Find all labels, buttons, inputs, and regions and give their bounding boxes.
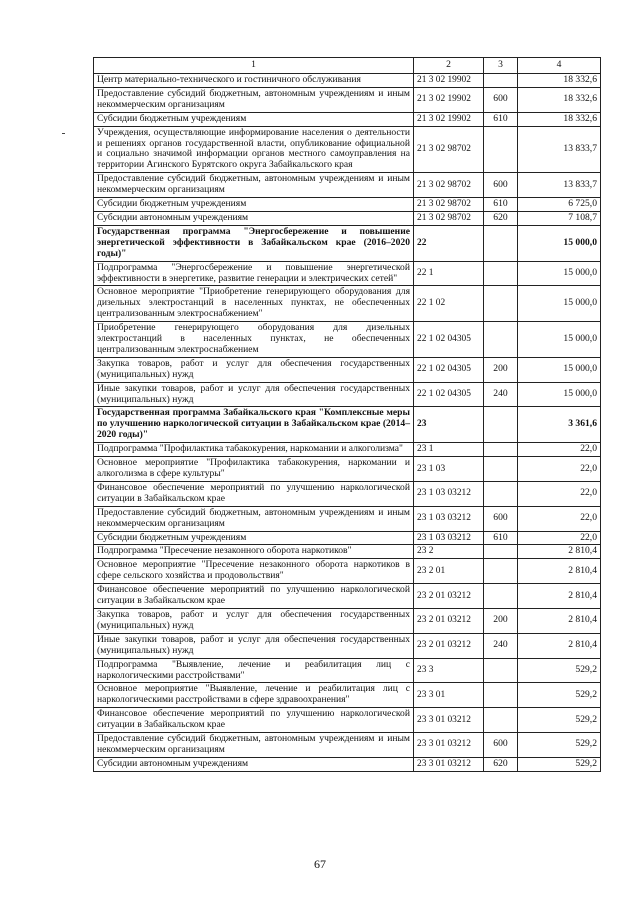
row-code-cell: 23 2 01 03212 <box>414 584 484 609</box>
row-sum-cell: 22,0 <box>518 481 601 506</box>
table-row <box>94 225 601 261</box>
row-name-cell: Государственная программа "Энергосбережение и повышение энергетической эффективности в Забайкальском крае (2016–2020 годы)" <box>94 225 414 261</box>
row-code-cell: 23 3 01 03212 <box>414 708 484 733</box>
row-name-cell: Приобретение генерирующего оборудования для дизельных электростанций в населенных пунктах, не обеспеченных централизованным электроснабжением <box>94 322 414 358</box>
row-code-cell: 23 1 03 03212 <box>414 506 484 531</box>
row-code-cell: 23 3 <box>414 658 484 683</box>
row-code-cell: 22 1 02 <box>414 286 484 322</box>
row-expense-type-cell: 200 <box>484 608 518 633</box>
row-expense-type-cell <box>484 74 518 88</box>
row-sum-cell: 22,0 <box>518 531 601 545</box>
table-row <box>94 559 601 584</box>
table-row <box>94 87 601 112</box>
row-sum-cell: 22,0 <box>518 443 601 457</box>
row-code-cell: 22 <box>414 225 484 261</box>
row-sum-cell: 15 000,0 <box>518 357 601 382</box>
table-row <box>94 261 601 286</box>
row-sum-cell: 2 810,4 <box>518 559 601 584</box>
row-expense-type-cell: 600 <box>484 506 518 531</box>
row-expense-type-cell <box>484 261 518 286</box>
row-sum-cell: 2 810,4 <box>518 584 601 609</box>
row-sum-cell: 529,2 <box>518 733 601 758</box>
row-name-cell: Субсидии бюджетным учреждениям <box>94 112 414 126</box>
row-expense-type-cell <box>484 126 518 173</box>
row-expense-type-cell <box>484 559 518 584</box>
table-row <box>94 506 601 531</box>
row-name-cell: Закупка товаров, работ и услуг для обеспечения государственных (муниципальных) нужд <box>94 608 414 633</box>
row-code-cell: 22 1 02 04305 <box>414 322 484 358</box>
row-expense-type-cell: 600 <box>484 733 518 758</box>
row-sum-cell: 3 361,6 <box>518 407 601 443</box>
row-name-cell: Основное мероприятие "Пресечение незаконного оборота наркотиков в сфере сельского хозяйства и продовольствия" <box>94 559 414 584</box>
table-row <box>94 74 601 88</box>
row-name-cell: Финансовое обеспечение мероприятий по улучшению наркологической ситуации в Забайкальском крае <box>94 481 414 506</box>
row-code-cell: 21 3 02 19902 <box>414 74 484 88</box>
row-name-cell: Закупка товаров, работ и услуг для обеспечения государственных (муниципальных) нужд <box>94 357 414 382</box>
row-code-cell: 23 2 01 <box>414 559 484 584</box>
row-sum-cell: 13 833,7 <box>518 126 601 173</box>
row-expense-type-cell <box>484 708 518 733</box>
row-expense-type-cell <box>484 545 518 559</box>
row-name-cell: Иные закупки товаров, работ и услуг для обеспечения государственных (муниципальных) нужд <box>94 633 414 658</box>
row-expense-type-cell: 610 <box>484 112 518 126</box>
row-sum-cell: 18 332,6 <box>518 74 601 88</box>
row-name-cell: Субсидии бюджетным учреждениям <box>94 198 414 212</box>
row-code-cell: 23 3 01 <box>414 683 484 708</box>
row-code-cell: 23 3 01 03212 <box>414 733 484 758</box>
column-header: 3 <box>484 58 518 74</box>
row-expense-type-cell: 600 <box>484 87 518 112</box>
row-name-cell: Подпрограмма "Энергосбережение и повышение энергетической эффективности в энергетике, развитие генерации и электрических сетей" <box>94 261 414 286</box>
row-expense-type-cell <box>484 457 518 482</box>
column-header: 2 <box>414 58 484 74</box>
row-expense-type-cell <box>484 683 518 708</box>
row-sum-cell: 22,0 <box>518 457 601 482</box>
table-row <box>94 658 601 683</box>
row-sum-cell: 529,2 <box>518 708 601 733</box>
document-page <box>93 57 600 772</box>
table-row <box>94 683 601 708</box>
column-header: 4 <box>518 58 601 74</box>
margin-mark <box>62 133 65 134</box>
table-header-row <box>94 58 601 74</box>
column-header: 1 <box>94 58 414 74</box>
table-row <box>94 198 601 212</box>
row-code-cell: 22 1 02 04305 <box>414 382 484 407</box>
row-code-cell: 21 3 02 98702 <box>414 211 484 225</box>
row-name-cell: Субсидии бюджетным учреждениям <box>94 531 414 545</box>
row-sum-cell: 15 000,0 <box>518 225 601 261</box>
row-name-cell: Предоставление субсидий бюджетным, автономным учреждениям и иным некоммерческим организациям <box>94 733 414 758</box>
row-sum-cell: 13 833,7 <box>518 173 601 198</box>
row-expense-type-cell <box>484 443 518 457</box>
table-row <box>94 357 601 382</box>
row-sum-cell: 15 000,0 <box>518 382 601 407</box>
table-row <box>94 443 601 457</box>
row-name-cell: Предоставление субсидий бюджетным, автономным учреждениям и иным некоммерческим организациям <box>94 506 414 531</box>
row-sum-cell: 529,2 <box>518 683 601 708</box>
row-code-cell: 23 1 03 03212 <box>414 531 484 545</box>
row-name-cell: Государственная программа Забайкальского края "Комплексные меры по улучшению наркологической ситуации в Забайкальском крае (2014–2020 годы)" <box>94 407 414 443</box>
row-expense-type-cell: 600 <box>484 173 518 198</box>
row-name-cell: Подпрограмма "Пресечение незаконного оборота наркотиков" <box>94 545 414 559</box>
row-sum-cell: 15 000,0 <box>518 322 601 358</box>
row-code-cell: 23 2 01 03212 <box>414 608 484 633</box>
row-name-cell: Подпрограмма "Профилактика табакокурения, наркомании и алкоголизма" <box>94 443 414 457</box>
table-row <box>94 126 601 173</box>
row-name-cell: Предоставление субсидий бюджетным, автономным учреждениям и иным некоммерческим организациям <box>94 87 414 112</box>
row-sum-cell: 18 332,6 <box>518 87 601 112</box>
row-sum-cell: 18 332,6 <box>518 112 601 126</box>
table-row <box>94 633 601 658</box>
row-name-cell: Основное мероприятие "Профилактика табакокурения, наркомании и алкоголизма в сфере культуры" <box>94 457 414 482</box>
row-code-cell: 21 3 02 98702 <box>414 173 484 198</box>
table-row <box>94 584 601 609</box>
table-row <box>94 173 601 198</box>
row-name-cell: Центр материально-технического и гостиничного обслуживания <box>94 74 414 88</box>
page-number: 67 <box>314 857 326 871</box>
row-sum-cell: 15 000,0 <box>518 261 601 286</box>
row-expense-type-cell: 610 <box>484 531 518 545</box>
table-row <box>94 481 601 506</box>
row-code-cell: 21 3 02 19902 <box>414 112 484 126</box>
row-expense-type-cell: 240 <box>484 633 518 658</box>
row-expense-type-cell: 200 <box>484 357 518 382</box>
row-expense-type-cell: 620 <box>484 211 518 225</box>
row-code-cell: 23 2 <box>414 545 484 559</box>
row-sum-cell: 529,2 <box>518 658 601 683</box>
row-code-cell: 21 3 02 98702 <box>414 198 484 212</box>
row-code-cell: 22 1 <box>414 261 484 286</box>
table-row <box>94 286 601 322</box>
table-row <box>94 545 601 559</box>
row-name-cell: Учреждения, осуществляющие информирование населения о деятельности и решениях органов государственной власти, опубликование официальной и социально значимой информации органов местного самоуправления на территории Агинского Бурятского округа Забайкальского края <box>94 126 414 173</box>
row-sum-cell: 2 810,4 <box>518 633 601 658</box>
row-sum-cell: 2 810,4 <box>518 608 601 633</box>
row-name-cell: Иные закупки товаров, работ и услуг для обеспечения государственных (муниципальных) нужд <box>94 382 414 407</box>
row-code-cell: 21 3 02 98702 <box>414 126 484 173</box>
row-name-cell: Субсидии автономным учреждениям <box>94 757 414 771</box>
row-name-cell: Подпрограмма "Выявление, лечение и реабилитация лиц с наркологическими расстройствами" <box>94 658 414 683</box>
row-code-cell: 23 1 03 <box>414 457 484 482</box>
table-row <box>94 608 601 633</box>
row-sum-cell: 6 725,0 <box>518 198 601 212</box>
table-row <box>94 531 601 545</box>
row-code-cell: 23 1 <box>414 443 484 457</box>
row-name-cell: Субсидии автономным учреждениям <box>94 211 414 225</box>
table-row <box>94 322 601 358</box>
budget-table <box>93 57 601 772</box>
table-row <box>94 757 601 771</box>
row-code-cell: 23 1 03 03212 <box>414 481 484 506</box>
row-sum-cell: 22,0 <box>518 506 601 531</box>
table-row <box>94 112 601 126</box>
row-expense-type-cell: 620 <box>484 757 518 771</box>
row-expense-type-cell <box>484 225 518 261</box>
row-expense-type-cell <box>484 286 518 322</box>
table-row <box>94 733 601 758</box>
row-code-cell: 23 2 01 03212 <box>414 633 484 658</box>
table-row <box>94 457 601 482</box>
row-name-cell: Основное мероприятие "Выявление, лечение и реабилитация лиц с наркологическими расстройствами в сфере здравоохранения" <box>94 683 414 708</box>
row-sum-cell: 529,2 <box>518 757 601 771</box>
row-expense-type-cell: 240 <box>484 382 518 407</box>
table-row <box>94 407 601 443</box>
row-expense-type-cell <box>484 322 518 358</box>
row-expense-type-cell <box>484 481 518 506</box>
table-row <box>94 382 601 407</box>
row-code-cell: 23 3 01 03212 <box>414 757 484 771</box>
row-sum-cell: 15 000,0 <box>518 286 601 322</box>
row-code-cell: 22 1 02 04305 <box>414 357 484 382</box>
row-expense-type-cell <box>484 407 518 443</box>
table-row <box>94 708 601 733</box>
row-expense-type-cell <box>484 658 518 683</box>
row-name-cell: Финансовое обеспечение мероприятий по улучшению наркологической ситуации в Забайкальском крае <box>94 708 414 733</box>
row-name-cell: Финансовое обеспечение мероприятий по улучшению наркологической ситуации в Забайкальском крае <box>94 584 414 609</box>
row-sum-cell: 2 810,4 <box>518 545 601 559</box>
row-code-cell: 23 <box>414 407 484 443</box>
table-row <box>94 211 601 225</box>
row-name-cell: Основное мероприятие "Приобретение генерирующего оборудования для дизельных электростанций в населенных пунктах, не обеспеченных централизованным электроснабжением" <box>94 286 414 322</box>
row-code-cell: 21 3 02 19902 <box>414 87 484 112</box>
row-sum-cell: 7 108,7 <box>518 211 601 225</box>
row-name-cell: Предоставление субсидий бюджетным, автономным учреждениям и иным некоммерческим организациям <box>94 173 414 198</box>
row-expense-type-cell: 610 <box>484 198 518 212</box>
row-expense-type-cell <box>484 584 518 609</box>
